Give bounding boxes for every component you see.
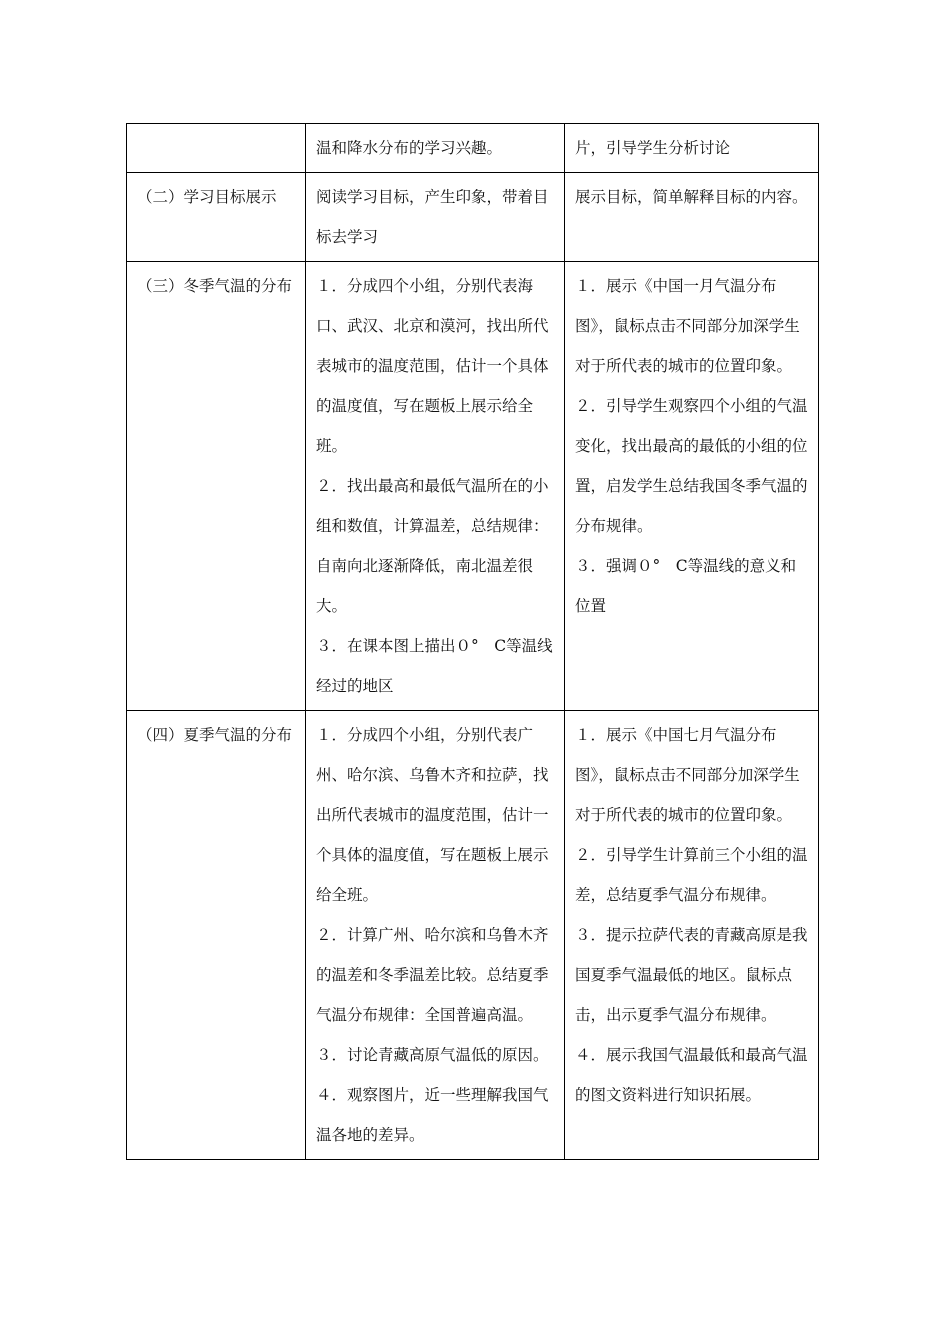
student-activity-cell	[306, 262, 565, 711]
student-activity-text: ４．观察图片，近一些理解我国气温各地的差异。	[316, 1086, 549, 1144]
teacher-activity-text: ２．引导学生观察四个小组的气温变化，找出最高的最低的小组的位置，启发学生总结我国冬季气温的分布规律。	[575, 397, 808, 535]
student-activity-cell	[306, 711, 565, 1160]
teacher-activity-text: 片，引导学生分析讨论	[575, 139, 731, 157]
stage-cell	[127, 711, 306, 1160]
teacher-activity-cell	[565, 173, 819, 262]
student-activity-text: １．分成四个小组，分别代表广州、哈尔滨、乌鲁木齐和拉萨，找出所代表城市的温度范围，估计一个具体的温度值，写在题板上展示给全班。	[316, 726, 549, 904]
table-row	[127, 124, 819, 173]
table-row	[127, 711, 819, 1160]
stage-cell	[127, 124, 306, 173]
stage-cell	[127, 173, 306, 262]
teacher-activity-cell	[565, 262, 819, 711]
stage-text: （三）冬季气温的分布	[137, 277, 293, 295]
student-activity-text: 阅读学习目标，产生印象，带着目标去学习	[316, 188, 549, 246]
student-activity-text: ２．找出最高和最低气温所在的小组和数值，计算温差，总结规律：自南向北逐渐降低，南北温差很大。	[316, 477, 549, 615]
table-row	[127, 262, 819, 711]
stage-cell	[127, 262, 306, 711]
teacher-activity-text: １．展示《中国七月气温分布图》，鼠标点击不同部分加深学生对于所代表的城市的位置印象。	[575, 726, 800, 824]
student-activity-cell	[306, 173, 565, 262]
teacher-activity-text: ３．强调０° C等温线的意义和位置	[575, 557, 797, 615]
student-activity-text: １．分成四个小组，分别代表海口、武汉、北京和漠河，找出所代表城市的温度范围，估计一个具体的温度值，写在题板上展示给全班。	[316, 277, 549, 455]
student-activity-text: 温和降水分布的学习兴趣。	[316, 139, 503, 157]
teacher-activity-text: 展示目标，简单解释目标的内容。	[575, 188, 808, 206]
stage-text: （四）夏季气温的分布	[137, 726, 293, 744]
teacher-activity-text: ４．展示我国气温最低和最高气温的图文资料进行知识拓展。	[575, 1046, 808, 1104]
student-activity-text: ３．在课本图上描出０° C等温线经过的地区	[316, 637, 553, 695]
stage-text: （二）学习目标展示	[137, 188, 277, 206]
student-activity-text: ３．讨论青藏高原气温低的原因。	[316, 1046, 549, 1064]
teacher-activity-cell	[565, 124, 819, 173]
student-activity-cell	[306, 124, 565, 173]
teacher-activity-text: ３．提示拉萨代表的青藏高原是我国夏季气温最低的地区。鼠标点击，出示夏季气温分布规律。	[575, 926, 808, 1024]
student-activity-text: ２．计算广州、哈尔滨和乌鲁木齐的温差和冬季温差比较。总结夏季气温分布规律：全国普遍高温。	[316, 926, 549, 1024]
table-row	[127, 173, 819, 262]
teacher-activity-text: １．展示《中国一月气温分布图》，鼠标点击不同部分加深学生对于所代表的城市的位置印象。	[575, 277, 800, 375]
teacher-activity-text: ２．引导学生计算前三个小组的温差，总结夏季气温分布规律。	[575, 846, 808, 904]
lesson-plan-table	[126, 123, 819, 1160]
teacher-activity-cell	[565, 711, 819, 1160]
